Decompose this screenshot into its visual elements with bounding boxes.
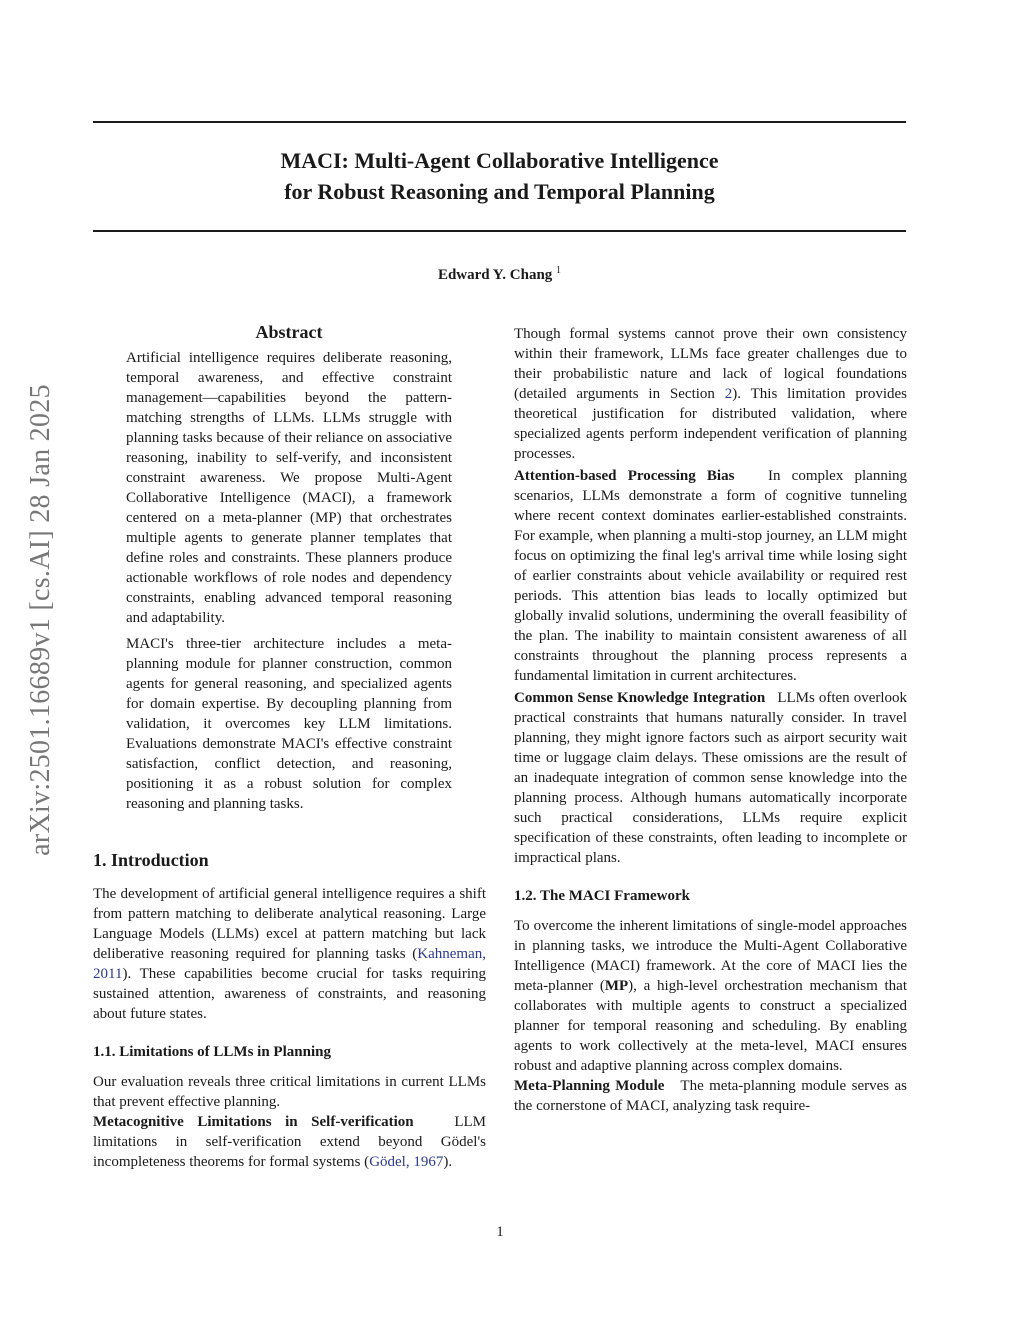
abstract-section: [126, 322, 452, 814]
attention-paragraph: [514, 466, 907, 686]
framework-text-end: ), a high-level orchestration mechanism that collaborates with multiple agents to construct a specialized planner for temporal reasoning and scheduling. By enabling agents to work collectively at the meta-level, MACI ensures robust and adaptive planning across complex domains.: [514, 978, 907, 1074]
meta-planning-paragraph: [514, 1076, 907, 1116]
left-column: [93, 850, 486, 1172]
metacognitive-text-start: LLM limitations in self-verification extend beyond Gödel's incompleteness theorems for formal systems (: [93, 1114, 486, 1170]
title-rule-top: [93, 121, 906, 123]
citation-kahneman[interactable]: Kahneman, 2011: [93, 946, 486, 982]
page-number: 1: [496, 1224, 504, 1240]
framework-text-start: To overcome the inherent limitations of single-model approaches in planning tasks, we introduce the Multi-Agent Collaborative Intelligence (MACI) framework. At the core of MACI lies the meta-planner (: [514, 918, 907, 994]
paper-title: [93, 145, 906, 207]
intro-text-end: ). These capabilities become crucial for tasks requiring sustained attention, awareness of constraints, and reasoning about future states.: [93, 966, 486, 1022]
common-sense-paragraph: [514, 688, 907, 868]
intro-heading: 1. Introduction: [93, 850, 209, 870]
mp-abbreviation: MP: [604, 978, 629, 994]
meta-planning-text: The meta-planning module serves as the cornerstone of MACI, analyzing task require-: [514, 1078, 908, 1114]
consistency-paragraph: [514, 324, 907, 464]
common-sense-text: LLMs often overlook practical constraints that humans naturally consider. In travel planning, they might ignore factors such as airport security wait time or luggage claim delays. These omissions are the result of an inadequate integration of common sense knowledge into the planning process. Although humans automatically incorporate such practical considerations, LLMs require explicit specification of these constraints, often leading to incomplete or impractical plans.: [514, 690, 908, 866]
author-name: Edward Y. Chang: [437, 267, 553, 283]
abstract-paragraph-2: MACI's three-tier architecture includes a meta-planning module for planner construction, common agents for general reasoning, and specialized agents for domain expertise. By decoupling planning from validation, it overcomes key LLM limitations. Evaluations demonstrate MACI's effective constraint satisfaction, conflict detection, and reasoning, positioning it as a robust solution for complex reasoning and planning tasks.: [126, 636, 452, 812]
attention-text: In complex planning scenarios, LLMs demonstrate a form of cognitive tunneling where recent context dominates earlier-established constraints. For example, when planning a multi-stop journey, an LLM might focus on optimizing the final leg's arrival time while losing sight of earlier constraints about vehicle availability or required rest periods. This attention bias leads to locally optimized but globally invalid solutions, undermining the overall feasibility of the plan. The inability to maintain consistent awareness of all constraints throughout the planning process represents a fundamental limitation in current architectures.: [514, 468, 908, 684]
affiliation-mark: 1: [556, 265, 562, 276]
abstract-paragraph-1: Artificial intelligence requires deliberate reasoning, temporal awareness, and effective constraint management—capabilities beyond the pattern-matching strengths of LLMs. LLMs struggle with planning tasks because of their reliance on associative reasoning, inability to self-verify, and inconsistent constraint awareness. We propose Multi-Agent Collaborative Intelligence (MACI), a framework centered on a meta-planner (MP) that orchestrates multiple agents to generate planner templates that define roles and constraints. These planners produce actionable workflows of role nodes and dependency constraints, enabling advanced temporal reasoning and adaptability.: [126, 350, 452, 626]
metacognitive-heading: Metacognitive Limitations in Self-verification: [93, 1114, 414, 1130]
metacognitive-paragraph: [93, 1112, 486, 1172]
section-reference[interactable]: 2: [724, 386, 733, 402]
right-column: [514, 324, 907, 1116]
abstract-heading: Abstract: [255, 322, 323, 342]
common-sense-heading: Common Sense Knowledge Integration: [514, 690, 766, 706]
consistency-text-end: ). This limitation provides theoretical justification for distributed validation, where specialized agents perform independent verification of planning processes.: [514, 386, 907, 462]
metacognitive-text-end: ).: [443, 1154, 453, 1170]
consistency-text-start: Though formal systems cannot prove their own consistency within their framework, LLMs face greater challenges due to their probabilistic nature and lack of logical foundations (detailed arguments in Section: [514, 326, 907, 402]
attention-heading: Attention-based Processing Bias: [514, 468, 735, 484]
framework-heading: 1.2. The MACI Framework: [514, 888, 690, 904]
intro-paragraph: [93, 884, 486, 1024]
title-line-1: MACI: Multi-Agent Collaborative Intelligence: [280, 148, 719, 173]
framework-paragraph: [514, 916, 907, 1076]
arxiv-sidebar-stamp: arXiv:2501.16689v1 [cs.AI] 28 Jan 2025: [25, 384, 56, 856]
author: [93, 265, 906, 284]
limitations-heading: 1.1. Limitations of LLMs in Planning: [93, 1044, 331, 1060]
citation-godel[interactable]: Gödel, 1967: [369, 1154, 444, 1170]
intro-text-start: The development of artificial general intelligence requires a shift from pattern matching to deliberate analytical reasoning. Large Language Models (LLMs) excel at pattern matching but lack deliberative reasoning required for planning tasks (: [93, 886, 486, 962]
title-line-2: for Robust Reasoning and Temporal Planning: [284, 179, 715, 204]
title-rule-bottom: [93, 230, 906, 232]
meta-planning-heading: Meta-Planning Module: [514, 1078, 665, 1094]
limitations-paragraph: Our evaluation reveals three critical limitations in current LLMs that prevent effective planning.: [93, 1074, 486, 1110]
